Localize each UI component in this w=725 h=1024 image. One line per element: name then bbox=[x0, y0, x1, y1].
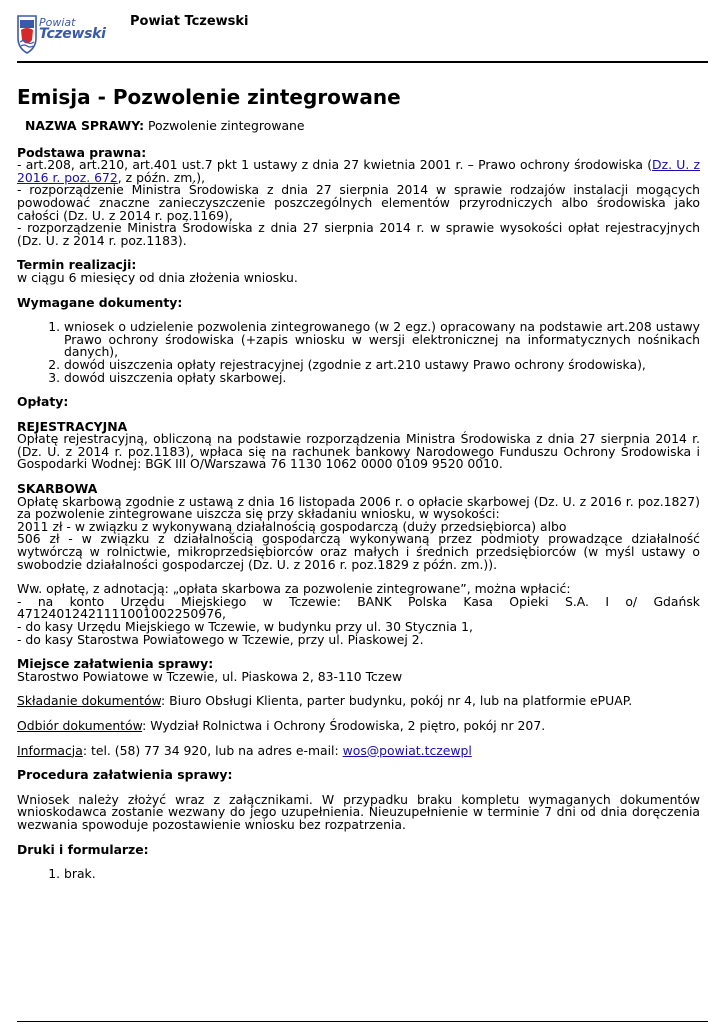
fees-section bbox=[17, 396, 700, 646]
forms-list bbox=[17, 868, 700, 881]
stamp-fee-title: SKARBOWA bbox=[17, 481, 98, 497]
email-link[interactable]: wos@powiat.tczewpl bbox=[342, 742, 472, 758]
fees-title: Opłaty: bbox=[17, 394, 69, 410]
procedure-section bbox=[17, 769, 700, 831]
deadline-text: w ciągu 6 miesięcy od dnia złożenia wniosku. bbox=[17, 269, 298, 285]
deadline-section bbox=[17, 259, 700, 284]
list-item: 2. dowód uiszczenia opłaty rejestracyjnej (zgodnie z art.210 ustawy Prawo ochrony środowiska), bbox=[64, 359, 700, 372]
place-title: Miejsce załatwienia sprawy: bbox=[17, 656, 214, 672]
case-name-value: Pozwolenie zintegrowane bbox=[148, 118, 305, 133]
payment-option-3: - do kasy Starostwa Powiatowego w Tczewie, przy ul. Piaskowej 2. bbox=[17, 631, 424, 647]
procedure-title: Procedura załatwienia sprawy: bbox=[17, 767, 233, 783]
pickup-label: Odbiór dokumentów bbox=[17, 717, 143, 733]
documents-section bbox=[17, 294, 700, 385]
case-name-row bbox=[25, 120, 700, 133]
submission-text: : Biuro Obsługi Klienta, parter budynku, pokój nr 4, lub na platformie ePUAP. bbox=[161, 693, 633, 709]
legal-basis-item-1-suffix: , z późn. zm.), bbox=[117, 169, 206, 185]
legal-basis-item-1-text: - art.208, art.210, art.401 ust.7 pkt 1 ustawy z dnia 27 kwietnia 2001 r. – Prawo ochrony środowiska ( bbox=[17, 157, 653, 173]
place-section bbox=[17, 658, 700, 683]
logo-text-bottom: Tczewski bbox=[39, 26, 106, 42]
logo-text-top: Powiat bbox=[39, 16, 76, 29]
registration-fee-title: REJESTRACYJNA bbox=[17, 418, 128, 434]
site-name[interactable]: Powiat Tczewski bbox=[130, 14, 249, 29]
list-item: 1. wniosek o udzielenie pozwolenia zintegrowanego (w 2 egz.) opracowany na podstawie art.208 ustawy Prawo ochrony środowiska (+zapis wniosku w wersji elektronicznej na informatycznych nośnikach danych), bbox=[64, 321, 700, 359]
legal-basis-section bbox=[17, 144, 701, 248]
case-name-label: NAZWA SPRAWY: bbox=[25, 118, 145, 133]
stamp-fee-amount-2: 506 zł - w związku z działalnością gospodarczą wykonywaną przez podmioty prowadzące działalność wytwórczą w rolnictwie, mikroprzedsiębiorców oraz małych i średnich przedsiębiorców (w myśl ustawy o swobodzie działalności gospodarczej (Dz. U. z 2016 r. poz.1829 z późn. zm.)). bbox=[17, 531, 700, 572]
stamp-fee-amount-1: 2011 zł - w związku z wykonywaną działalnością gospodarczą (duży przedsiębiorca) albo bbox=[17, 518, 567, 534]
documents-list bbox=[17, 321, 700, 384]
info-text: : tel. (58) 77 34 920, lub na adres e-mail: bbox=[82, 742, 343, 758]
page-header bbox=[17, 14, 708, 62]
page-title: Emisja - Pozwolenie zintegrowane bbox=[17, 85, 401, 109]
payment-option-1: - na konto Urzędu Miejskiego w Tczewie: BANK Polska Kasa Opieki S.A. I o/ Gdańsk 47124012421111001002250976, bbox=[17, 593, 700, 622]
info-label: Informacja bbox=[17, 742, 83, 758]
payment-option-2: - do kasy Urzędu Miejskiego w Tczewie, w budynku przy ul. 30 Stycznia 1, bbox=[17, 619, 473, 634]
place-text: Starostwo Powiatowe w Tczewie, ul. Piaskowa 2, 83-110 Tczew bbox=[17, 668, 403, 684]
stamp-fee-text: Opłatę skarbową zgodnie z ustawą z dnia 16 listopada 2006 r. o opłacie skarbowej (Dz. U. z 2016 r. poz.1827) za pozwolenie zintegrowane uiszcza się przy składaniu wniosku, w wysokości: bbox=[17, 493, 700, 522]
main-content bbox=[17, 84, 700, 893]
coat-of-arms-icon bbox=[17, 14, 37, 54]
documents-title: Wymagane dokumenty: bbox=[17, 294, 183, 310]
list-item: 1. brak. bbox=[64, 868, 700, 881]
info-row bbox=[17, 742, 700, 758]
legal-basis-title: Podstawa prawna: bbox=[17, 144, 147, 160]
procedure-text: Wniosek należy złożyć wraz z załącznikami. W przypadku braku kompletu wymaganych dokumentów wnioskodawca zostanie wezwany do jego uzupełnienia. Nieuzupełnienie w terminie 7 dni od dnia doręczenia wezwania spowoduje pozostawienie wniosku bez rozpatrzenia. bbox=[17, 791, 700, 832]
logo[interactable] bbox=[17, 14, 137, 58]
forms-section bbox=[17, 841, 700, 882]
registration-fee-text: Opłatę rejestracyjną, obliczoną na podstawie rozporządzenia Ministra Środowiska z dnia 27 sierpnia 2014 r. (Dz. U. z 2014 r. poz.1183), wpłaca się na rachunek bankowy Narodowego Funduszu Ochrony Środowiska i Gospodarki Wodnej: BGK III O/Warszawa 76 1130 1062 0000 0109 9520 0010. bbox=[17, 431, 700, 472]
footer-divider bbox=[17, 1021, 708, 1022]
legal-act-link[interactable]: Dz. U. z 2016 r. poz. 672 bbox=[17, 157, 701, 185]
payment-intro: Ww. opłatę, z adnotacją: „opłata skarbowa za pozwolenie zintegrowane”, można wpłacić: bbox=[17, 581, 571, 597]
header-divider bbox=[17, 61, 708, 63]
forms-title: Druki i formularze: bbox=[17, 841, 149, 857]
pickup-row bbox=[17, 717, 700, 733]
pickup-text: : Wydział Rolnictwa i Ochrony Środowiska, 2 piętro, pokój nr 207. bbox=[142, 717, 546, 733]
deadline-title: Termin realizacji: bbox=[17, 257, 137, 273]
legal-basis-item-3: - rozporządzenie Ministra Środowiska z dnia 27 sierpnia 2014 r. w sprawie wysokości opłat rejestracyjnych (Dz. U. z 2014 r. poz.1183). bbox=[17, 220, 700, 248]
list-item: 3. dowód uiszczenia opłaty skarbowej. bbox=[64, 372, 700, 385]
submission-row bbox=[17, 695, 700, 708]
legal-basis-item-2: - rozporządzenie Ministra Środowiska z dnia 27 sierpnia 2014 w sprawie rodzajów instalacji mogących powodować znaczne zanieczyszczenie poszczególnych elementów przyrodniczych albo środowiska jako całości (Dz. U. z 2014 r. poz.1169), bbox=[17, 182, 700, 223]
submission-label: Składanie dokumentów bbox=[17, 693, 162, 709]
legal-basis-item-1 bbox=[17, 159, 700, 184]
